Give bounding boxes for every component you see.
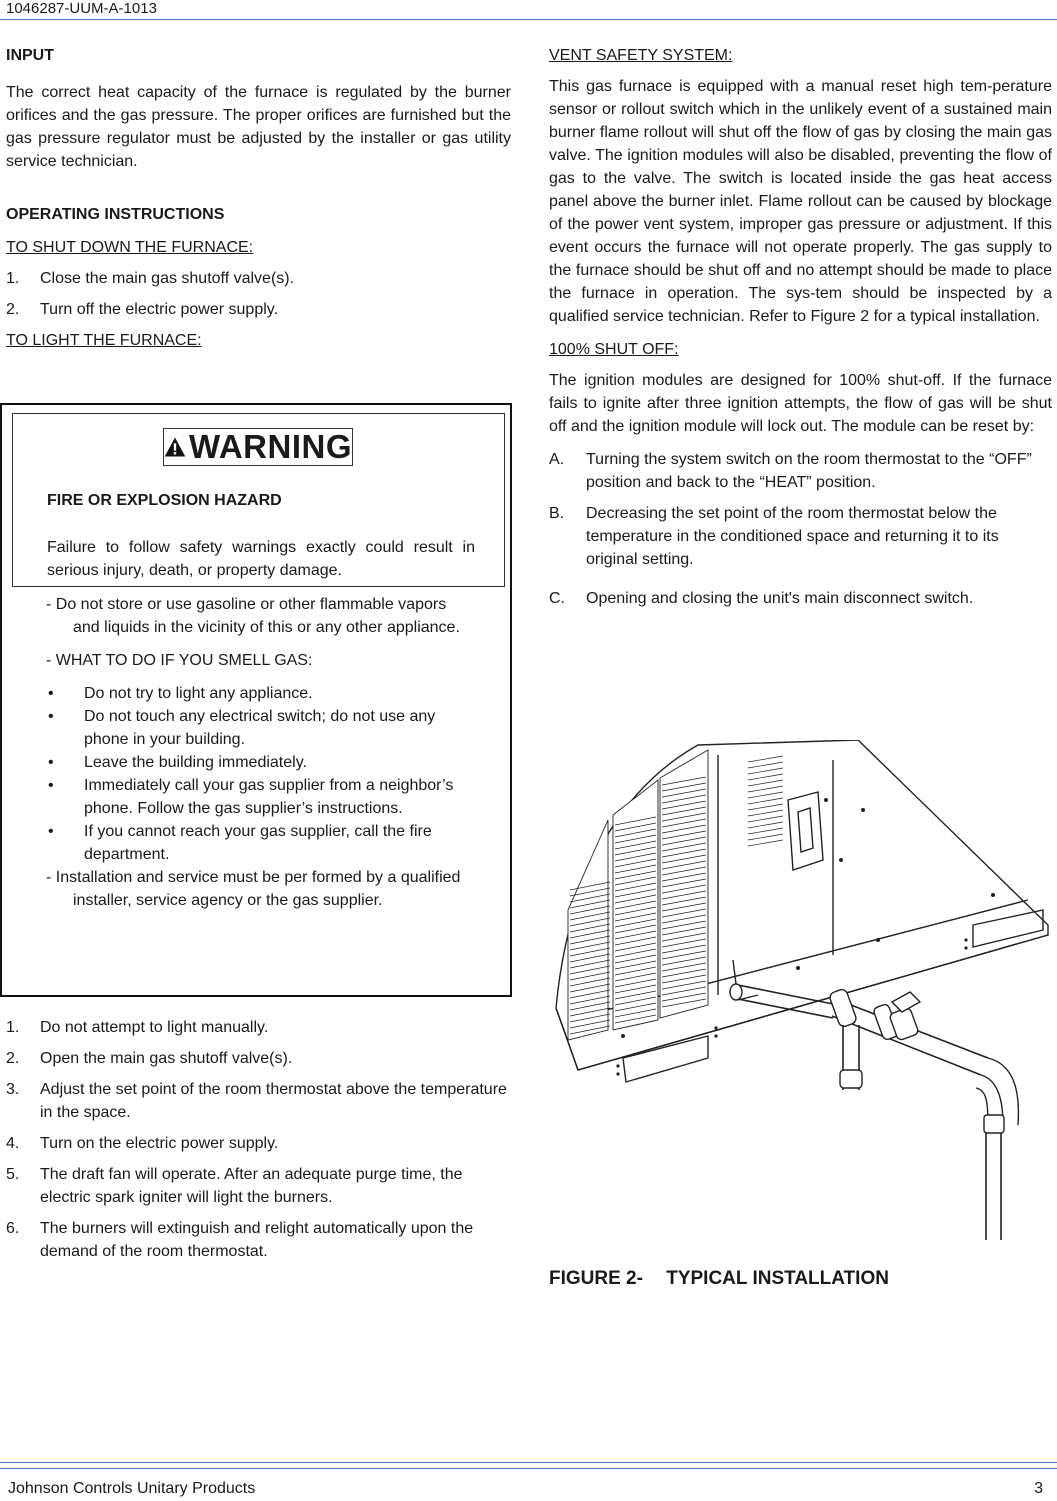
footer-rule-2 [0,1468,1057,1469]
figure-number: FIGURE 2- [549,1268,643,1289]
light-step: 4. Turn on the electric power supply. [6,1135,279,1152]
typical-installation-illustration [548,740,1053,1250]
warning-box [0,403,512,997]
shutdown-heading: TO SHUT DOWN THE FURNACE: [6,239,254,256]
warning-header-panel [12,413,505,587]
document-id: 1046287-UUM-A-1013 [6,0,157,17]
light-heading: TO LIGHT THE FURNACE: [6,332,202,349]
input-text: The correct heat capacity of the furnace is regulated by the burner orifices and the gas pressure. The proper orifices are furnished but the gas pressure regulator must be adjusted by the installer or gas utility service technician. [6,84,511,170]
shutdown-step: 1. Close the main gas shutoff valve(s). [6,270,295,287]
figure-title: TYPICAL INSTALLATION [666,1268,889,1289]
light-step: 2. Open the main gas shutoff valve(s). [6,1050,293,1067]
light-step: 1. Do not attempt to light manually. [6,1019,269,1036]
shutoff-text: The ignition modules are designed for 100% shut-off. If the furnace fails to ignite after three ignition attempts, the flow of gas will be shut off and the ignition module will lock out. The module can be reset by: [549,372,1052,435]
warning-bullet: • Leave the building immediately. [48,754,307,771]
reset-item: C. Opening and closing the unit's main disconnect switch. [549,590,974,607]
left-column [6,44,511,352]
warning-triangle-icon [164,433,186,461]
shutoff-heading: 100% SHUT OFF: [549,341,679,358]
footer-rule-1 [0,1462,1057,1463]
light-steps [6,1016,511,1263]
page-number: 3 [1034,1480,1043,1497]
warning-bullet: • Immediately call your gas supplier from a neighbor’s phone. Follow the gas supplier’s instructions. [48,777,454,817]
input-title: INPUT [6,47,54,64]
footer-company: Johnson Controls Unitary Products [8,1480,256,1497]
header-rule [0,19,1057,20]
right-column [549,44,1052,610]
warning-dash-item: - Installation and service must be per formed by a qualified installer, service agency or the gas supplier. [46,869,461,909]
warning-bullet: • Do not try to light any appliance. [48,685,313,702]
warning-dash-item: - Do not store or use gasoline or other flammable vapors and liquids in the vicinity of this or any other appliance. [46,596,460,636]
reset-item: B. Decreasing the set point of the room thermostat below the temperature in the conditioned space and returning it to its original setting. [549,505,999,568]
light-step: 3. Adjust the set point of the room thermostat above the temperature in the space. [6,1081,507,1121]
operating-title: OPERATING INSTRUCTIONS [6,206,225,223]
vent-heading: VENT SAFETY SYSTEM: [549,47,733,64]
warning-bullet: • Do not touch any electrical switch; do not use any phone in your building. [48,708,436,748]
shutdown-step: 2. Turn off the electric power supply. [6,301,279,318]
warning-label: WARNING [163,428,353,466]
reset-item: A. Turning the system switch on the room thermostat to the “OFF” position and back to the “HEAT” position. [549,451,1032,491]
figure-caption [549,1268,889,1290]
warning-list [46,593,466,912]
warning-dash-item: - WHAT TO DO IF YOU SMELL GAS: [46,652,313,669]
hazard-text: Failure to follow safety warnings exactly could result in serious injury, death, or property damage. [47,539,475,579]
light-step: 6. The burners will extinguish and relight automatically upon the demand of the room thermostat. [6,1220,474,1260]
hazard-title: FIRE OR EXPLOSION HAZARD [47,492,282,509]
vent-text: This gas furnace is equipped with a manual reset high tem-perature sensor or rollout switch which in the unlikely event of a sustained main burner flame rollout will shut off the flow of gas by closing the main gas valve. The ignition modules will also be disabled, preventing the flow of gas to the valve. The switch is located inside the gas heat access panel above the burner inlet. Flame rollout can be caused by blockage of the power vent system, improper gas pressure or adjustment. If this event occurs the furnace will not operate properly. The gas supply to the furnace should be shut off and no attempt should be made to place the furnace in operation. The sys-tem should be inspected by a qualified service technician. Refer to Figure 2 for a typical installation. [549,78,1052,325]
warning-bullet: • If you cannot reach your gas supplier, call the fire department. [48,823,432,863]
light-step: 5. The draft fan will operate. After an adequate purge time, the electric spark igniter will light the burners. [6,1166,463,1206]
